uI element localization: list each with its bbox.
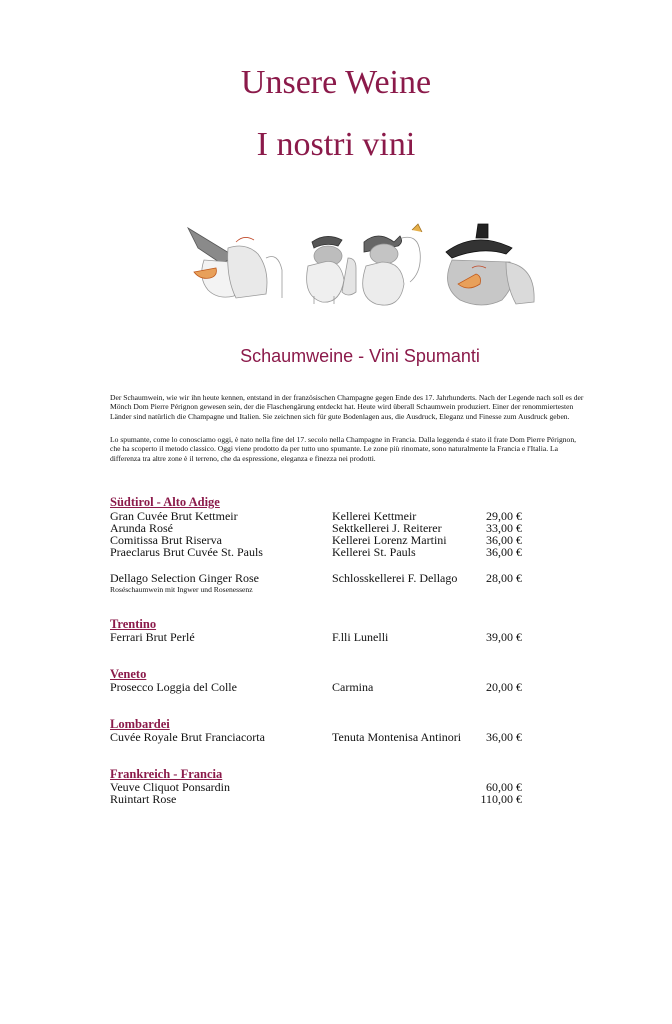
wine-name: Ruintart Rose <box>110 792 177 806</box>
wine-producer: Kellerei St. Pauls <box>332 545 416 559</box>
wine-name: Gran Cuvée Brut Kettmeir <box>110 509 238 523</box>
wine-row <box>110 631 522 643</box>
wine-name: Comitissa Brut Riserva <box>110 533 222 547</box>
wine-price: 39,00 € <box>486 630 522 644</box>
champagne-caricature-drawing <box>176 208 542 308</box>
region-heading-frankreich: Frankreich - Francia <box>110 767 223 781</box>
wine-producer: Schlosskellerei F. Dellago <box>332 571 458 585</box>
wine-producer: Carmina <box>332 680 374 694</box>
wine-name: Praeclarus Brut Cuvée St. Pauls <box>110 545 263 559</box>
wine-name: Veuve Cliquot Ponsardin <box>110 780 230 794</box>
wine-producer: Sektkellerei J. Reiterer <box>332 521 442 535</box>
wine-name: Prosecco Loggia del Colle <box>110 680 237 694</box>
wine-price: 33,00 € <box>486 521 522 535</box>
wine-row <box>110 681 522 693</box>
wine-price: 36,00 € <box>486 545 522 559</box>
wine-price: 110,00 € <box>480 792 522 806</box>
wine-name: Ferrari Brut Perlé <box>110 630 195 644</box>
wine-price: 28,00 € <box>486 571 522 585</box>
wine-name: Dellago Selection Ginger Rose <box>110 571 259 585</box>
wine-producer: Tenuta Montenisa Antinori <box>332 730 462 744</box>
wine-row <box>110 731 522 743</box>
intro-german: Der Schaumwein, wie wir ihn heute kennen, entstand in der französischen Champagne gegen Ende des 17. Jahrhunderts. Nach der Legende nach soll es der Mönch Dom Pierre Pérignon gewesen sein, der die Flaschengärung entdeckt hat. Heute wird überall Schaumwein produziert. Einer der renommiertesten Länder sind natürlich die Champagne und Italien. Sie zeichnen sich für gute Bodenlagen aus, die Ausdruck, Eleganz und Finesse zum Ausdruck geben. <box>110 393 584 421</box>
wine-name: Arunda Rosé <box>110 521 173 535</box>
wine-price: 20,00 € <box>486 680 522 694</box>
wine-name: Cuvée Royale Brut Franciacorta <box>110 730 265 744</box>
wine-producer: Kellerei Lorenz Martini <box>332 533 447 547</box>
region-heading-suedtirol: Südtirol - Alto Adige <box>110 495 220 509</box>
page-title-italian: I nostri vini <box>256 126 416 163</box>
wine-producer: Kellerei Kettmeir <box>332 509 417 523</box>
wine-row <box>110 546 522 558</box>
wine-price: 36,00 € <box>486 533 522 547</box>
wine-producer: F.lli Lunelli <box>332 630 389 644</box>
region-heading-veneto: Veneto <box>110 667 147 681</box>
wine-price: 36,00 € <box>486 730 522 744</box>
wine-price: 29,00 € <box>486 509 522 523</box>
page-title-german: Unsere Weine <box>240 64 432 101</box>
region-heading-lombardei: Lombardei <box>110 717 170 731</box>
wine-row <box>110 793 522 805</box>
section-title: Schaumweine - Vini Spumanti <box>240 346 480 366</box>
wine-price: 60,00 € <box>486 780 522 794</box>
wine-note: Roséschaumwein mit Ingwer und Rosenessenz <box>110 585 253 594</box>
region-heading-trentino: Trentino <box>110 617 157 631</box>
intro-italian: Lo spumante, come lo conosciamo oggi, è nato nella fine del 17. secolo nella Champagne in Francia. Dalla leggenda é stato il frate Dom Pierre Pérignon, che ha scoperto il metodo classico. Oggi viene prodotto da per tutto uno spumante. Le zone più rinomate, sono naturalmente la Francia e l'Italia. La differenza tra altre zone è il terreno, che da espressione, eleganza e finezza nei prodotti. <box>110 435 577 463</box>
wine-row <box>110 572 522 584</box>
